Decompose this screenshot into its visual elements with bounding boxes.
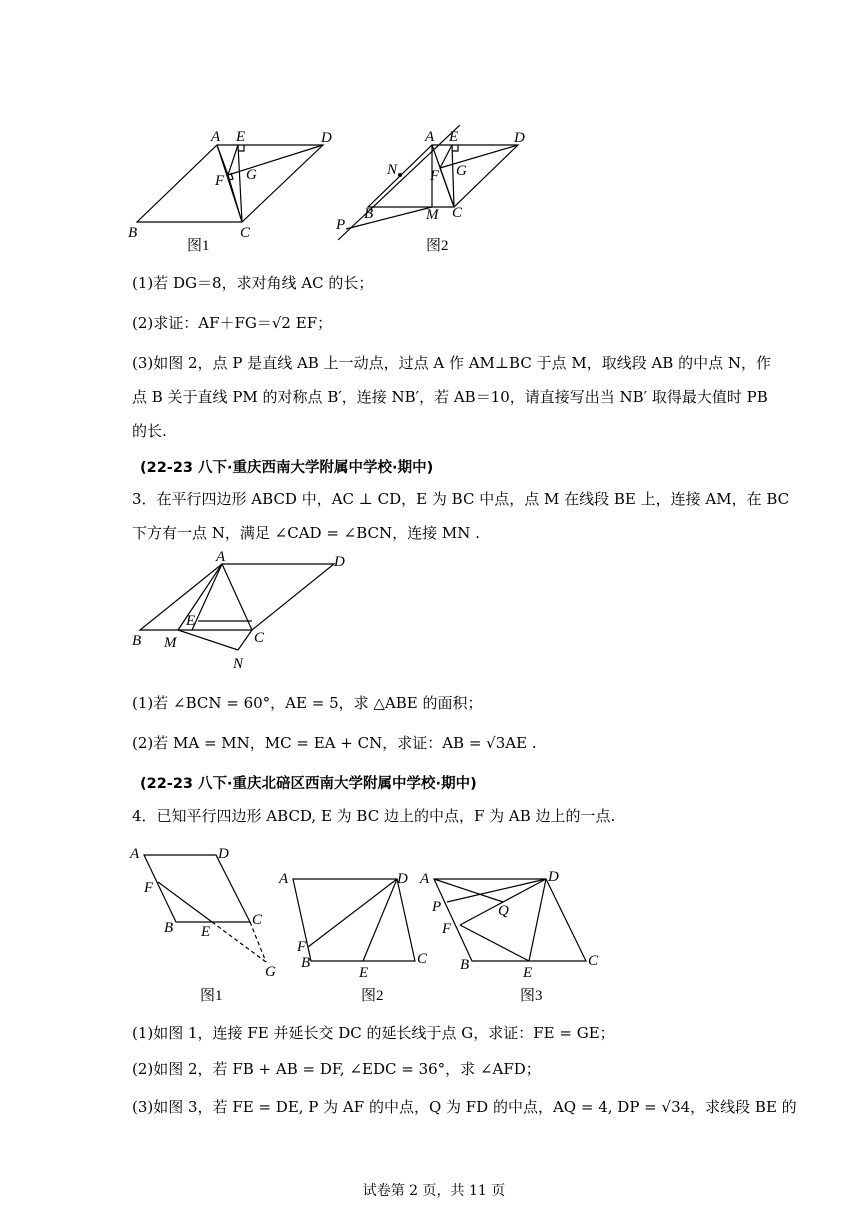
segment-pd <box>447 879 546 902</box>
parallelogram-abcd <box>434 879 586 961</box>
problem4-q1: (1)如图 1，连接 FE 并延长交 DC 的延长线于点 G，求证：FE = GE； <box>132 1024 615 1042</box>
label-d: D <box>397 871 408 887</box>
label-e: E <box>201 924 211 940</box>
segment-ef <box>228 145 238 175</box>
label-g: G <box>246 167 257 183</box>
label-b: B <box>301 955 311 971</box>
label-m: M <box>426 207 439 223</box>
label-b: B <box>364 206 374 222</box>
problem2-q2: (2)求证：AF＋FG＝√2 EF； <box>132 314 333 332</box>
label-b: B <box>164 920 174 936</box>
label-m: M <box>164 635 177 651</box>
label-a: A <box>279 871 289 887</box>
label-q: Q <box>498 903 509 919</box>
p4-figure1-caption: 图1 <box>200 988 223 1004</box>
problem2-figure2 <box>332 125 552 255</box>
segment-fe <box>460 925 529 961</box>
label-d: D <box>514 130 525 146</box>
problem3-figure <box>128 549 358 677</box>
problem2-q1: (1)若 DG＝8，求对角线 AC 的长； <box>132 274 374 292</box>
label-p: P <box>432 899 442 915</box>
segment-ae <box>192 564 222 630</box>
segment-am <box>178 564 222 630</box>
label-f: F <box>297 939 307 955</box>
label-f: F <box>215 173 225 189</box>
label-n: N <box>387 162 398 178</box>
label-d: D <box>334 554 345 570</box>
problem2-figure1 <box>125 125 345 255</box>
label-a: A <box>211 129 221 145</box>
page-footer: 试卷第 2 页，共 11 页 <box>362 1183 506 1199</box>
segment-fc <box>440 168 454 207</box>
label-g: G <box>456 163 467 179</box>
label-d: D <box>218 846 229 862</box>
problem4-figure2 <box>275 865 440 1010</box>
problem2-q3-line1: (3)如图 2，点 P 是直线 AB 上一动点，过点 A 作 AM⊥BC 于点 M，取线段 AB 的中点 N，作 <box>132 354 771 372</box>
label-b: B <box>460 957 470 973</box>
segment-ec <box>452 145 454 207</box>
label-e: E <box>523 965 533 981</box>
label-c: C <box>240 225 251 241</box>
label-c: C <box>452 205 463 221</box>
problem4-q2: (2)如图 2，若 FB + AB = DF, ∠EDC = 36°，求 ∠AFD； <box>132 1060 541 1078</box>
parallelogram-abcd <box>293 879 415 961</box>
figure1-caption: 图1 <box>187 238 210 254</box>
figure2-caption: 图2 <box>426 238 449 254</box>
point-n <box>398 173 402 177</box>
label-e: E <box>449 129 459 145</box>
problem2-q3-line3: 的长. <box>132 422 167 440</box>
segment-ed <box>529 879 546 961</box>
segment-nc <box>238 630 252 650</box>
label-e: E <box>186 613 196 629</box>
label-f: F <box>442 921 452 937</box>
problem4-source: (22-23 八下·重庆北碚区西南大学附属中学校·期中) <box>140 776 477 792</box>
label-f: F <box>144 880 154 896</box>
segment-mn <box>178 630 238 650</box>
segment-fd <box>228 145 323 175</box>
segment-fd <box>308 879 397 947</box>
label-e: E <box>359 965 369 981</box>
label-c: C <box>417 951 428 967</box>
right-angle-mark <box>238 145 244 151</box>
segment-af <box>217 145 228 175</box>
label-e: E <box>236 129 246 145</box>
label-d: D <box>321 130 332 146</box>
problem4-figure1 <box>128 840 288 1010</box>
label-p: P <box>336 217 346 233</box>
label-n: N <box>233 656 244 672</box>
problem4-q3: (3)如图 3，若 FE = DE, P 为 AF 的中点，Q 为 FD 的中点，AQ = 4, DP = √34，求线段 BE 的 <box>132 1098 797 1116</box>
problem3-stem-line1: 3．在平行四边形 ABCD 中，AC ⊥ CD，E 为 BC 中点，点 M 在线段 BE 上，连接 AM，在 BC <box>132 490 790 508</box>
right-angle-mark <box>452 145 458 151</box>
problem3-q1: (1)若 ∠BCN = 60°，AE = 5，求 △ABE 的面积； <box>132 694 483 712</box>
label-d: D <box>548 869 559 885</box>
p4-figure3-caption: 图3 <box>520 988 543 1004</box>
label-b: B <box>128 225 138 241</box>
problem4-figure3 <box>420 865 610 1010</box>
label-a: A <box>130 846 140 862</box>
label-a: A <box>425 129 435 145</box>
label-b: B <box>132 633 142 649</box>
parallelogram-abcd <box>144 855 250 922</box>
segment-pm <box>346 207 432 229</box>
line-ab-extended <box>338 125 460 240</box>
label-c: C <box>252 912 263 928</box>
problem3-source: (22-23 八下·重庆西南大学附属中学校·期中) <box>140 460 434 476</box>
segment-aq <box>434 879 503 902</box>
problem3-q2: (2)若 MA = MN，MC = EA + CN，求证：AB = √3AE . <box>132 734 537 752</box>
label-c: C <box>588 953 599 969</box>
label-f: F <box>430 168 440 184</box>
problem3-stem-line2: 下方有一点 N，满足 ∠CAD = ∠BCN，连接 MN . <box>132 524 480 542</box>
diagonal-ac <box>222 564 252 630</box>
label-a: A <box>216 549 226 565</box>
p4-figure2-caption: 图2 <box>361 988 384 1004</box>
label-a: A <box>420 871 430 887</box>
label-g: G <box>265 964 276 980</box>
problem4-stem: 4．已知平行四边形 ABCD, E 为 BC 边上的中点，F 为 AB 边上的一点. <box>132 807 616 825</box>
problem2-q3-line2: 点 B 关于直线 PM 的对称点 B′，连接 NB′，若 AB＝10，请直接写出当 NB′ 取得最大值时 PB <box>132 388 768 406</box>
label-c: C <box>254 630 265 646</box>
